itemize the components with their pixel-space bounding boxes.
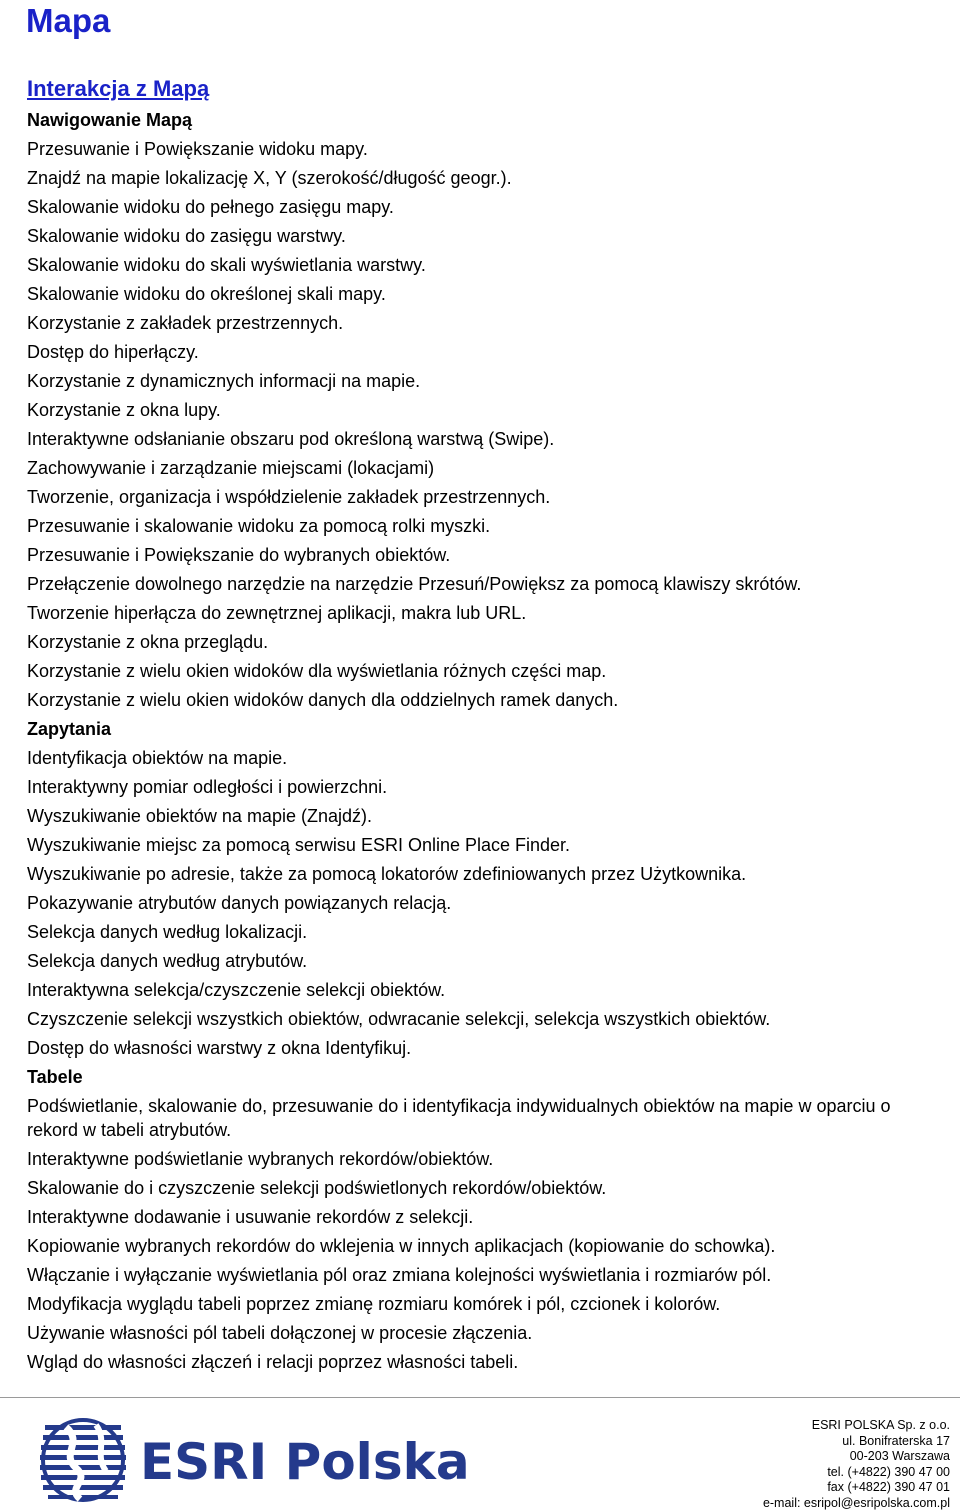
- list-item: Skalowanie widoku do skali wyświetlania warstwy.: [27, 255, 426, 275]
- content: [27, 106, 937, 1377]
- fax-number: fax (+4822) 390 47 01: [827, 1480, 950, 1494]
- page-title: Mapa: [26, 2, 111, 39]
- list-item: Skalowanie widoku do zasięgu warstwy.: [27, 226, 346, 246]
- list-item: Korzystanie z wielu okien widoków danych dla oddzielnych ramek danych.: [27, 690, 619, 710]
- email-address[interactable]: e-mail: esripol@esripolska.com.pl: [762, 1495, 950, 1510]
- list-item: Przesuwanie i Powiększanie do wybranych obiektów.: [27, 545, 451, 565]
- list-item: Selekcja danych według lokalizacji.: [27, 922, 308, 942]
- list-item: Korzystanie z zakładek przestrzennych.: [27, 313, 344, 333]
- list-item: Tworzenie, organizacja i współdzielenie zakładek przestrzennych.: [27, 487, 551, 507]
- list-item: Korzystanie z dynamicznych informacji na mapie.: [27, 371, 421, 391]
- esri-polska-logo: [36, 1413, 516, 1508]
- section-heading: Nawigowanie Mapą: [27, 110, 193, 130]
- list-item: Korzystanie z okna lupy.: [27, 400, 221, 420]
- list-item: Przesuwanie i Powiększanie widoku mapy.: [27, 139, 368, 159]
- list-item: Skalowanie widoku do określonej skali mapy.: [27, 284, 386, 304]
- list-item: Skalowanie widoku do pełnego zasięgu mapy.: [27, 197, 394, 217]
- section-tabele: [27, 1063, 937, 1377]
- list-item: Interaktywny pomiar odległości i powierzchni.: [27, 777, 388, 797]
- footer-divider: [0, 1397, 960, 1398]
- list-item: Interaktywne podświetlanie wybranych rekordów/obiektów.: [27, 1149, 494, 1169]
- section-heading: Tabele: [27, 1067, 83, 1087]
- section-nawigowanie: [27, 106, 937, 715]
- list-item: Interaktywna selekcja/czyszczenie selekcji obiektów.: [27, 980, 446, 1000]
- list-item: Przesuwanie i skalowanie widoku za pomocą rolki myszki.: [27, 516, 491, 536]
- list-item: Tworzenie hiperłącza do zewnętrznej aplikacji, makra lub URL.: [27, 603, 527, 623]
- list-item: Dostęp do własności warstwy z okna Identyfikuj.: [27, 1038, 412, 1058]
- phone-number: tel. (+4822) 390 47 00: [827, 1464, 950, 1479]
- list-item: Czyszczenie selekcji wszystkich obiektów, odwracanie selekcji, selekcja wszystkich obiektów.: [27, 1009, 771, 1029]
- list-item: Używanie własności pól tabeli dołączonej w procesie złączenia.: [27, 1323, 533, 1343]
- list-item: Pokazywanie atrybutów danych powiązanych relacją.: [27, 893, 452, 913]
- company-name: ESRI POLSKA Sp. z o.o.: [811, 1418, 950, 1432]
- globe-icon: [40, 1420, 126, 1500]
- street-address: ul. Bonifraterska 17: [842, 1433, 950, 1448]
- logo-text: ESRI Polska: [140, 1433, 470, 1491]
- section-zapytania: [27, 715, 937, 1063]
- contact-block: [763, 1418, 950, 1511]
- list-item: Wyszukiwanie obiektów na mapie (Znajdź).: [27, 806, 372, 826]
- list-item: Selekcja danych według atrybutów.: [27, 951, 308, 971]
- list-item: Interaktywne dodawanie i usuwanie rekordów z selekcji.: [27, 1207, 474, 1227]
- list-item: Wyszukiwanie po adresie, także za pomocą lokatorów zdefiniowanych przez Użytkownika.: [27, 864, 747, 884]
- list-item: Wgląd do własności złączeń i relacji poprzez własności tabeli.: [27, 1352, 519, 1372]
- list-item: Interaktywne odsłanianie obszaru pod określoną warstwą (Swipe).: [27, 429, 555, 449]
- city-address: 00-203 Warszawa: [849, 1449, 950, 1463]
- list-item: Przełączenie dowolnego narzędzie na narzędzie Przesuń/Powiększ za pomocą klawiszy skrótów.: [27, 574, 802, 594]
- list-item: Wyszukiwanie miejsc za pomocą serwisu ESRI Online Place Finder.: [27, 835, 571, 855]
- list-item: Korzystanie z okna przeglądu.: [27, 632, 269, 652]
- list-item: Włączanie i wyłączanie wyświetlania pól oraz zmiana kolejności wyświetlania i rozmiarów pól.: [27, 1265, 772, 1285]
- list-item: Dostęp do hiperłączy.: [27, 342, 199, 362]
- list-item: Modyfikacja wyglądu tabeli poprzez zmianę rozmiaru komórek i pól, czcionek i kolorów.: [27, 1294, 721, 1314]
- section-heading: Zapytania: [27, 719, 112, 739]
- list-item: Podświetlanie, skalowanie do, przesuwanie do i identyfikacja indywidualnych obiektów na mapie w oparciu o rekord w tabeli atrybutów.: [27, 1096, 891, 1140]
- list-item: Znajdź na mapie lokalizację X, Y (szerokość/długość geogr.).: [27, 168, 512, 188]
- list-item: Korzystanie z wielu okien widoków dla wyświetlania różnych części map.: [27, 661, 607, 681]
- list-item: Identyfikacja obiektów na mapie.: [27, 748, 288, 768]
- list-item: Zachowywanie i zarządzanie miejscami (lokacjami): [27, 458, 435, 478]
- list-item: Kopiowanie wybranych rekordów do wklejenia w innych aplikacjach (kopiowanie do schowka).: [27, 1236, 776, 1256]
- section-link-interakcja[interactable]: Interakcja z Mapą: [27, 76, 210, 101]
- list-item: Skalowanie do i czyszczenie selekcji podświetlonych rekordów/obiektów.: [27, 1178, 607, 1198]
